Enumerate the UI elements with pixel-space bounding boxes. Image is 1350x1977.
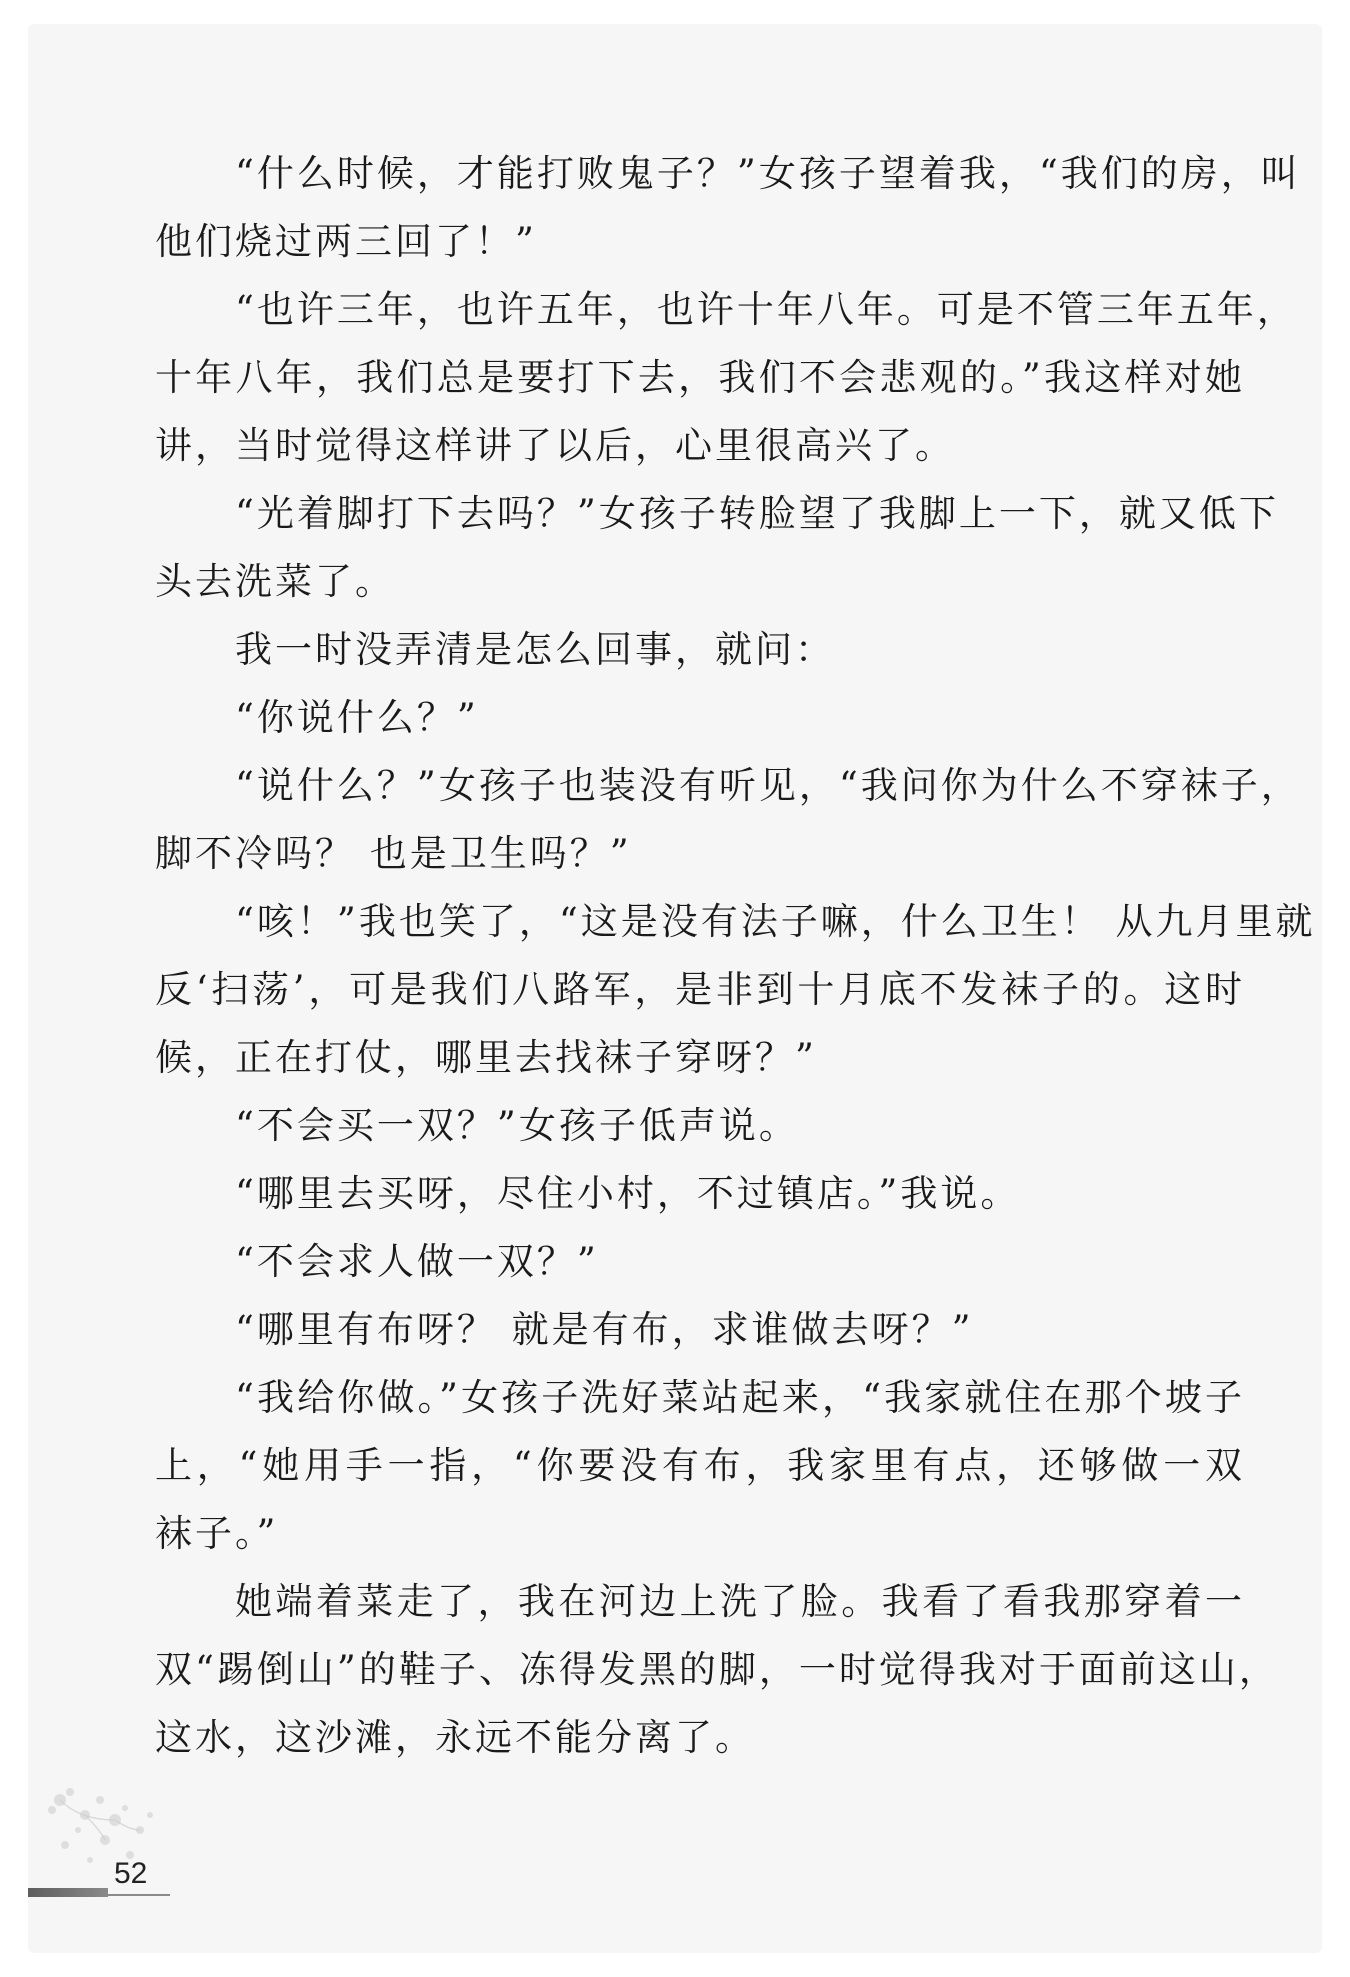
text-line: 他们烧过两三回了！” <box>155 220 537 263</box>
paragraph-9 <box>155 1160 1245 1228</box>
body-text <box>155 140 1316 1772</box>
floral-decoration-icon <box>30 1770 180 1890</box>
paragraph-10 <box>155 1228 1245 1296</box>
paragraph-11 <box>155 1296 1245 1364</box>
text-line: 反‘扫荡’，可是我们八路军，是非到十月底不发袜子的。这时 <box>155 968 1245 1011</box>
text-line: 我一时没弄清是怎么回事，就问： <box>235 628 835 671</box>
text-line: “哪里有布呀？ 就是有布，求谁做去呀？” <box>235 1308 974 1351</box>
text-line: 上，“她用手一指，“你要没有布，我家里有点，还够做一双 <box>155 1444 1245 1487</box>
paragraph-1 <box>155 140 1301 276</box>
paragraph-3 <box>155 480 1279 616</box>
text-line: “说什么？”女孩子也装没有听见，“我问你为什么不穿袜子， <box>235 764 1301 807</box>
text-line: “光着脚打下去吗？”女孩子转脸望了我脚上一下，就又低下 <box>235 492 1279 535</box>
text-line: 候，正在打仗，哪里去找袜子穿呀？” <box>155 1036 817 1079</box>
paragraph-13 <box>155 1568 1279 1772</box>
text-line: “我给你做。”女孩子洗好菜站起来，“我家就住在那个坡子 <box>235 1376 1245 1419</box>
paragraph-5 <box>155 684 1245 752</box>
paragraph-7 <box>155 888 1316 1092</box>
text-line: 十年八年，我们总是要打下去，我们不会悲观的。”我这样对她 <box>155 356 1245 399</box>
text-line: “不会求人做一双？” <box>235 1240 599 1283</box>
text-line: 讲，当时觉得这样讲了以后，心里很高兴了。 <box>155 424 955 467</box>
paragraph-6 <box>155 752 1301 888</box>
text-line: 脚不冷吗？ 也是卫生吗？” <box>155 832 632 875</box>
text-line: 袜子。” <box>155 1512 279 1555</box>
text-line: 这水，这沙滩，永远不能分离了。 <box>155 1716 755 1759</box>
footer-rule <box>108 1894 170 1896</box>
text-line: “你说什么？” <box>235 696 479 739</box>
text-line: 头去洗菜了。 <box>155 560 395 603</box>
text-line: “哪里去买呀，尽住小村，不过镇店。”我说。 <box>235 1172 1021 1215</box>
text-line: “咳！”我也笑了，“这是没有法子嘛，什么卫生！ 从九月里就 <box>235 900 1316 943</box>
paragraph-4 <box>155 616 1245 684</box>
text-line: “也许三年，也许五年，也许十年八年。可是不管三年五年， <box>235 288 1297 331</box>
text-line: “什么时候，才能打败鬼子？”女孩子望着我，“我们的房，叫 <box>235 152 1301 195</box>
paragraph-2 <box>155 276 1297 480</box>
text-line: 双“踢倒山”的鞋子、冻得发黑的脚，一时觉得我对于面前这山， <box>155 1648 1279 1691</box>
text-line: “不会买一双？”女孩子低声说。 <box>235 1104 799 1147</box>
paragraph-8 <box>155 1092 1245 1160</box>
page-number: 52 <box>114 1857 148 1890</box>
paragraph-12 <box>155 1364 1245 1568</box>
footer-bar <box>28 1888 108 1897</box>
text-line: 她端着菜走了，我在河边上洗了脸。我看了看我那穿着一 <box>235 1580 1245 1623</box>
